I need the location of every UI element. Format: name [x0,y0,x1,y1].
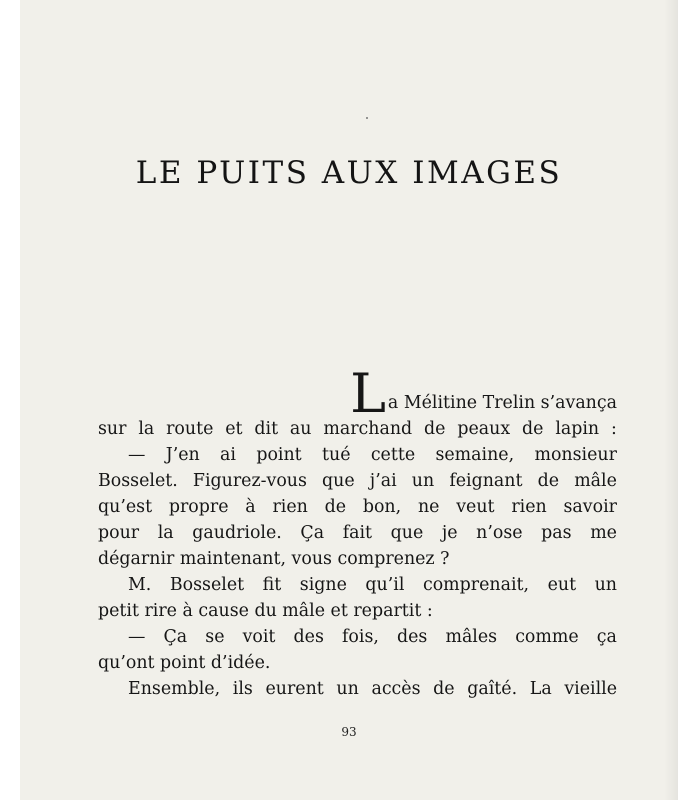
word: peaux [457,419,511,439]
word: sur [98,419,127,439]
word: que [390,523,424,543]
word: de [522,419,544,439]
word: lapin [555,419,600,439]
word: un [411,471,435,491]
word: savoir [563,497,617,517]
page-gutter-shadow [664,0,678,800]
word: me [590,523,617,543]
word: fois, [341,627,379,647]
word: de [424,419,446,439]
text-line [98,442,617,468]
text-line [98,520,617,546]
word: marchand [323,419,413,439]
word: propre [168,497,229,517]
word: J’en [165,445,200,465]
word: semaine, [435,445,515,465]
word: rien [272,497,308,517]
book-page [20,0,678,800]
word: la [157,523,174,543]
word: route [166,419,214,439]
word: cette [370,445,416,465]
word: que [322,471,355,491]
word: veut [456,497,495,517]
word: comprenait, [422,575,530,595]
text-line: petit rire à cause du mâle et repartit : [98,601,433,621]
text-line [98,494,617,520]
word: bon, [362,497,402,517]
word: Bosselet. [98,471,178,491]
word: des [293,627,324,647]
word: un [336,679,359,699]
chapter-title: LE PUITS AUX IMAGES [135,155,563,191]
text-line: dégarnir maintenant, vous comprenez ? [98,549,450,569]
word: Ça [163,627,188,647]
text-line [98,572,617,598]
word: des [397,627,428,647]
word: gaîté. [467,679,518,699]
word: au [289,419,312,439]
word: — [128,445,146,465]
text-line: qu’ont point d’idée. [98,653,271,673]
word: mâles [445,627,498,647]
word: un [594,575,617,595]
word: La [529,679,552,699]
word: et [225,419,243,439]
word: de [324,497,347,517]
word: se [205,627,225,647]
word: la [138,419,155,439]
word: signe [299,575,347,595]
word: tué [322,445,351,465]
text-line [98,416,617,442]
word: eurent [265,679,324,699]
word: fait [342,523,373,543]
text-line [98,676,617,702]
word: ai [220,445,236,465]
text-line [98,624,617,650]
word: à [245,497,256,517]
word: fit [262,575,282,595]
first-line-text: a Mélitine Trelin s’avança [387,393,617,413]
word: mâle [574,471,617,491]
word: rien [511,497,547,517]
word: point [256,445,302,465]
word: n’ose [476,523,523,543]
body-text [98,362,617,702]
word: j’ai [369,471,397,491]
word: comme [515,627,579,647]
word: Ça [300,523,325,543]
page-number: 93 [341,725,357,739]
word: : [611,419,617,439]
word: de [433,679,455,699]
word: Figurez-vous [192,471,307,491]
word: Ensemble, [128,679,221,699]
text-line [98,468,617,494]
word: qu’il [365,575,405,595]
word: pour [98,523,140,543]
first-line [98,362,617,425]
word: monsieur [534,445,617,465]
word: — [128,627,146,647]
word: pas [541,523,572,543]
word: vieille [564,679,617,699]
word: feignant [449,471,523,491]
word: ça [596,627,617,647]
word: je [441,523,458,543]
word: gaudriole. [192,523,282,543]
word: ne [417,497,440,517]
word: accès [371,679,421,699]
word: ils [232,679,253,699]
word: qu’est [98,497,153,517]
drop-cap: L [350,362,386,425]
word: voit [242,627,276,647]
word: Bosselet [169,575,245,595]
paper-speck [366,117,368,119]
word: de [537,471,560,491]
word: dit [254,419,279,439]
word: eut [547,575,577,595]
word: M. [128,575,152,595]
